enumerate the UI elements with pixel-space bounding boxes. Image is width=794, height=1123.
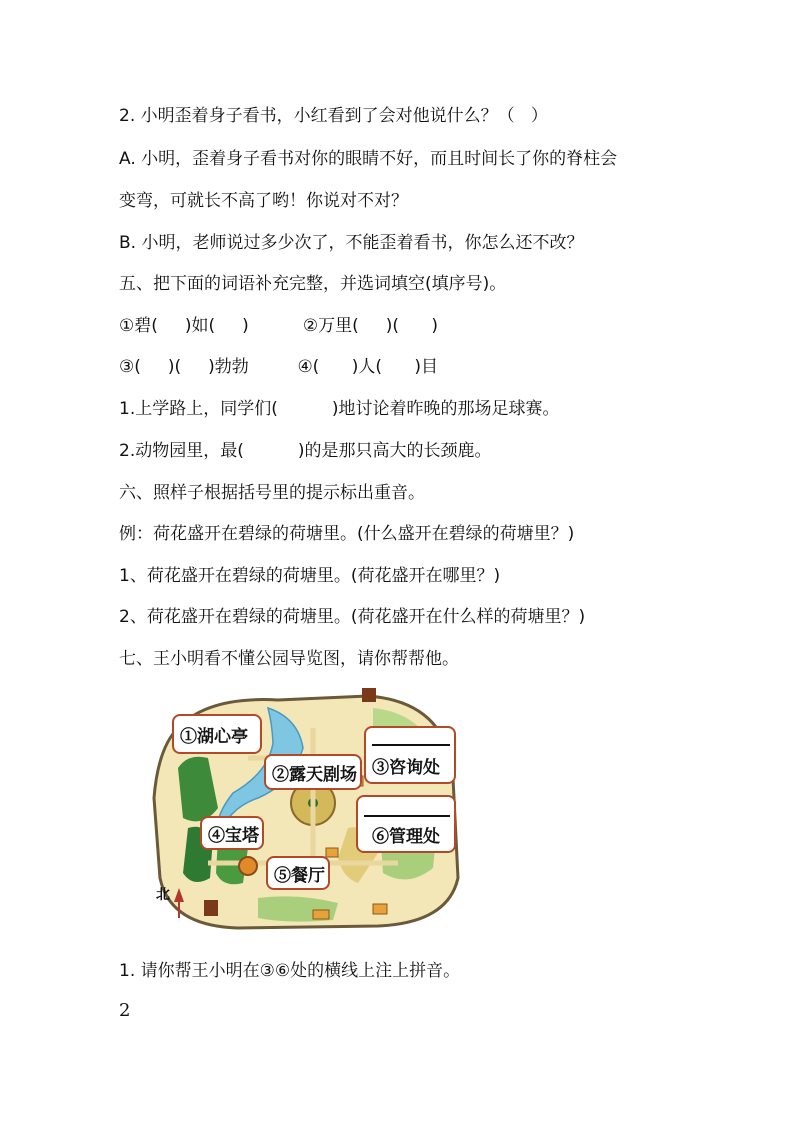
label-info-desk bbox=[364, 726, 456, 784]
label-info-desk-text: ③咨询处 bbox=[372, 758, 440, 778]
section-5-title: 五、把下面的词语补充完整，并选词填空(填序号)。 bbox=[119, 274, 507, 294]
idiom-row-1: ①碧( )如( ) ②万里( )( ) bbox=[119, 316, 439, 336]
stress-item-2: 2、荷花盛开在碧绿的荷塘里。(荷花盛开在什么样的荷塘里？) bbox=[119, 607, 586, 627]
map-question: 1. 请你帮王小明在③⑥处的横线上注上拼音。 bbox=[119, 961, 461, 981]
section-6-title: 六、照样子根据括号里的提示标出重音。 bbox=[119, 483, 425, 503]
label-management-office-text: ⑥管理处 bbox=[372, 827, 440, 847]
pinyin-line-management-office[interactable] bbox=[364, 815, 450, 817]
section-7-title: 七、王小明看不懂公园导览图，请你帮帮他。 bbox=[119, 649, 459, 669]
label-restaurant: ⑤餐厅 bbox=[266, 856, 330, 890]
option-a-line-2: 变弯，可就长不高了哟！你说对不对？ bbox=[119, 191, 408, 211]
label-lake-pavilion: ①湖心亭 bbox=[172, 714, 262, 754]
pinyin-line-info-desk[interactable] bbox=[372, 744, 450, 746]
park-map bbox=[148, 688, 466, 936]
option-b: B. 小明，老师说过多少次了，不能歪着看书，你怎么还不改？ bbox=[119, 233, 584, 253]
option-a-line-1: A. 小明，歪着身子看书对你的眼睛不好，而且时间长了你的脊柱会 bbox=[119, 149, 618, 169]
compass-north-label: 北 bbox=[156, 887, 170, 903]
page-number: 2 bbox=[119, 1000, 131, 1021]
stress-item-1: 1、荷花盛开在碧绿的荷塘里。(荷花盛开在哪里？) bbox=[119, 566, 501, 586]
fill-blank-1: 1.上学路上，同学们( )地讨论着昨晚的那场足球赛。 bbox=[119, 399, 560, 419]
label-pagoda: ④宝塔 bbox=[200, 816, 264, 850]
idiom-row-2: ③( )( )勃勃 ④( )人( )目 bbox=[119, 357, 439, 377]
label-management-office bbox=[356, 795, 456, 853]
fill-blank-2: 2.动物园里，最( )的是那只高大的长颈鹿。 bbox=[119, 441, 492, 461]
label-open-air-theatre: ②露天剧场 bbox=[264, 754, 362, 790]
example-sentence: 例：荷花盛开在碧绿的荷塘里。(什么盛开在碧绿的荷塘里？) bbox=[119, 524, 575, 544]
question-2: 2. 小明歪着身子看书，小红看到了会对他说什么？（ ） bbox=[119, 106, 548, 126]
